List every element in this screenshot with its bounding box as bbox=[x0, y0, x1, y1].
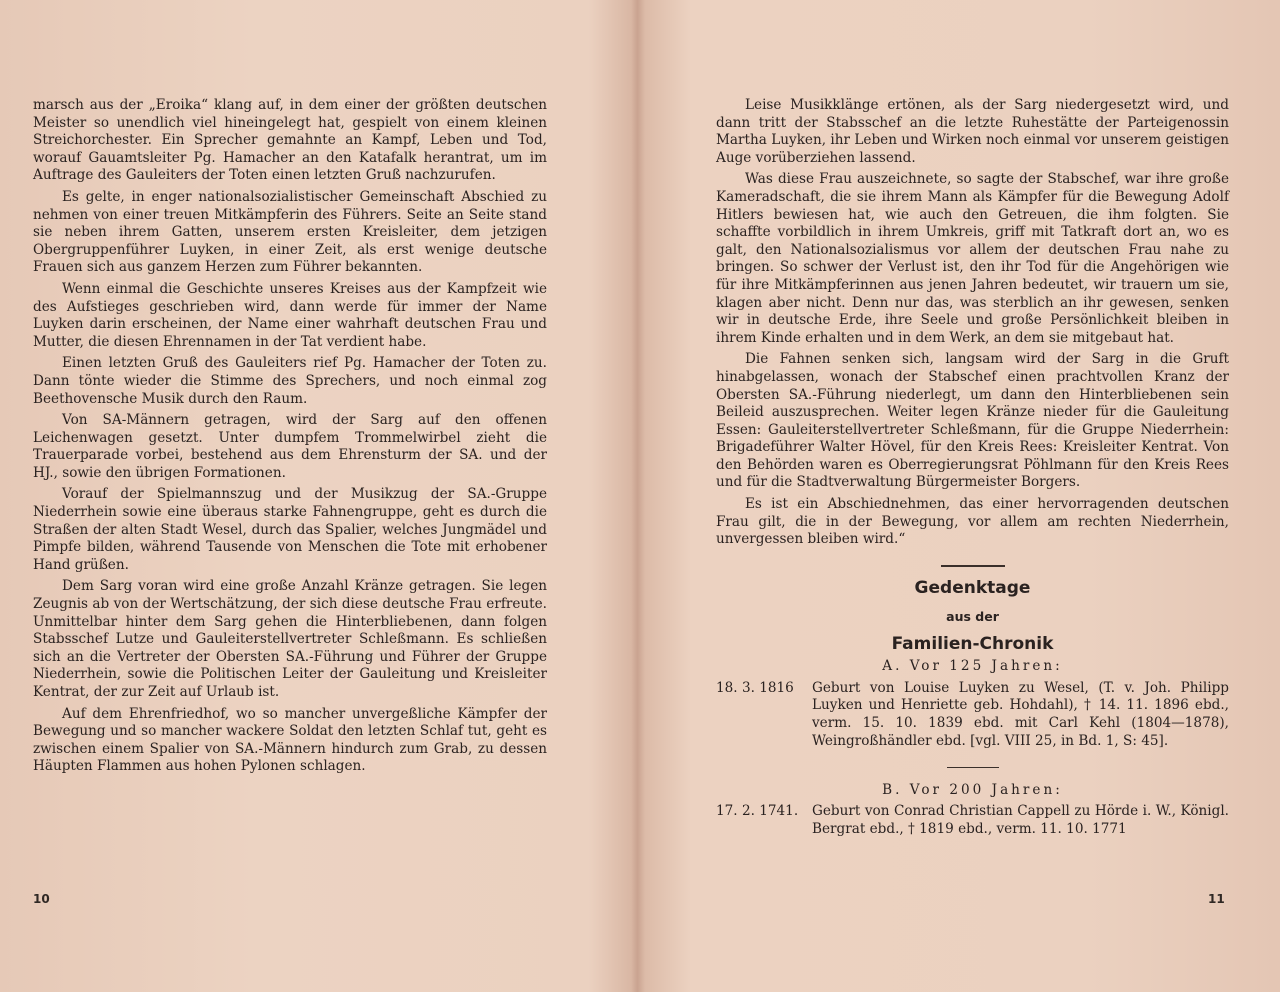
entry-date: 18. 3. 1816 bbox=[716, 679, 794, 696]
paragraph: Von SA-Männern getragen, wird der Sarg auf den offenen Leichenwagen gesetzt. Unter dumpfem Trommelwirbel zieht die Trauerparade vorbei, bestehend aus dem Ehrensturm der SA. und der HJ., sowie den übrigen Formationen. bbox=[33, 412, 547, 481]
chronicle-entry bbox=[716, 803, 1229, 838]
subsection-heading: A. Vor 125 Jahren: bbox=[882, 658, 1063, 675]
entry-text: Geburt von Conrad Christian Cappell zu Hörde i. W., Königl. Bergrat ebd., † 1819 ebd., verm. 11. 10. 1771 bbox=[812, 803, 1229, 837]
paragraph: marsch aus der „Eroika“ klang auf, in dem einer der größten deutschen Meister so unendlich viel hineingelegt hat, gespielt von einem kleinen Streichorchester. Ein Sprecher gemahnte an Kampf, Leben und Tod, worauf Gauamtsleiter Pg. Hamacher an den Katafalk herantrat, um im Auftrage des Gauleiters der Toten einen letzten Gruß nachzurufen. bbox=[33, 97, 547, 184]
entry-divider bbox=[716, 759, 1229, 777]
paragraph: Es ist ein Abschiednehmen, das einer hervorragenden deutschen Frau gilt, die in der Bewegung, vor allem am rechten Niederrhein, unvergessen bleiben wird.“ bbox=[716, 496, 1229, 548]
subsection-heading: B. Vor 200 Jahren: bbox=[882, 781, 1063, 798]
paragraph: Die Fahnen senken sich, langsam wird der Sarg in die Gruft hinabgelassen, wonach der Stabschef einen prachtvollen Kranz der Obersten SA.-Führung niederlegt, um dann den Hinterbliebenen sein Beileid auszusprechen. Weiter legen Kränze nieder für die Gauleitung Essen: Gauleiterstellvertreter Schleßmann, für die Gruppe Niederrhein: Brigadeführer Walter Hövel, für den Kreis Rees: Kreisleiter Kentrat. Von den Behörden waren es Oberregierungsrat Pöhlmann für den Kreis Rees und für die Stadtverwaltung Bürgermeister Borgers. bbox=[716, 351, 1229, 491]
paragraph: Es gelte, in enger nationalsozialistischer Gemeinschaft Abschied zu nehmen von einer treuen Mitkämpferin des Führers. Seite an Seite stand sie neben ihrem Gatten, unserem ersten Kreisleiter, dem jetzigen Obergruppenführer Luyken, in einer Zeit, als erst wenige deutsche Frauen sich aus ganzem Herzen zum Führer bekannten. bbox=[33, 188, 547, 276]
left-page-text bbox=[33, 97, 547, 780]
paragraph: Leise Musikklänge ertönen, als der Sarg niedergesetzt wird, und dann tritt der Stabsschef an die letzte Ruhestätte der Parteigenossin Martha Luyken, ihr Leben und Wirken noch einmal vor unserem geistigen Auge vorüberziehen lassend. bbox=[716, 97, 1229, 166]
entry-text: Geburt von Louise Luyken zu Wesel, (T. v. Joh. Philipp Luyken und Henriette geb. Hohdahl), † 14. 11. 1896 ebd., verm. 15. 10. 1839 ebd. mit Carl Kehl (1804—1878), Weingroßhändler ebd. [vgl. VIII 25, in Bd. 1, S: 45]. bbox=[812, 679, 1229, 749]
page-number: 10 bbox=[33, 892, 50, 906]
paragraph: Einen letzten Gruß des Gauleiters rief Pg. Hamacher der Toten zu. Dann tönte wieder die Stimme des Sprechers, und noch einmal zog Beethovensche Musik durch den Raum. bbox=[33, 355, 547, 407]
section-title: Gedenktage bbox=[914, 578, 1031, 599]
page-number: 11 bbox=[1208, 892, 1225, 906]
right-page bbox=[636, 0, 1280, 992]
entry-date: 17. 2. 1741. bbox=[716, 803, 799, 820]
chronicle-entry bbox=[716, 680, 1229, 750]
section-divider bbox=[716, 558, 1229, 576]
paragraph: Auf dem Ehrenfriedhof, wo so mancher unvergeßliche Kämpfer der Bewegung und so mancher wackere Soldat den letzten Schlaf tut, geht es zwischen einem Spalier von SA.-Männern hindurch zum Grab, zu dessen Häupten Flammen aus hohen Pylonen schlagen. bbox=[33, 705, 547, 775]
section-title-chronik: Familien-Chronik bbox=[891, 633, 1054, 654]
paragraph: Dem Sarg voran wird eine große Anzahl Kränze getragen. Sie legen Zeugnis ab von der Wertschätzung, der sich diese deutsche Frau erfreute. Unmittelbar hinter dem Sarg gehen die Hinterbliebenen, dann folgen Stabsschef Lutze und Gauleiterstellvertreter Schleßmann. Es schließen sich an die Vertreter der Obersten SA.-Führung und Führer der Gruppe Niederrhein, sowie die Politischen Leiter der Gauleitung und Kreisleiter Kentrat, der zur Zeit auf Urlaub ist. bbox=[33, 578, 547, 700]
section-subtitle: aus der bbox=[946, 609, 999, 625]
paragraph: Was diese Frau auszeichnete, so sagte der Stabschef, war ihre große Kameradschaft, die sie ihrem Mann als Kämpfer für die Bewegung Adolf Hitlers bewiesen hat, wie auch den Getreuen, die ihm folgten. Sie schaffte vorbildlich in ihrem Umkreis, griff mit Tatkraft dort an, wo es galt, den Nationalsozialismus vor allem der deutschen Frau nahe zu bringen. So schwer der Verlust ist, den ihr Tod für die Angehörigen wie für ihre Mitkämpferinnen aus jenen Jahren bedeutet, wir trauern um sie, klagen aber nicht. Denn nur das, was sterblich an ihr gewesen, senken wir in deutsche Erde, ihre Seele und große Persönlichkeit bleiben in ihrem Kinde erhalten und in dem Werk, an dem sie mitgebaut hat. bbox=[716, 171, 1229, 346]
paragraph: Wenn einmal die Geschichte unseres Kreises aus der Kampfzeit wie des Aufstieges geschrieben wird, dann werde für immer der Name Luyken darin erscheinen, der Name einer wahrhaft deutschen Frau und Mutter, die diesen Ehrennamen in der Tat verdient habe. bbox=[33, 280, 547, 350]
paragraph: Vorauf der Spielmannszug und der Musikzug der SA.-Gruppe Niederrhein sowie eine überaus starke Fahnengruppe, geht es durch die Straßen der alten Stadt Wesel, durch das Spalier, welches Jungmädel und Pimpfe bilden, während Tausende von Menschen die Tote mit erhobener Hand grüßen. bbox=[33, 486, 547, 573]
left-page bbox=[0, 0, 630, 992]
right-page-text bbox=[716, 97, 1229, 839]
